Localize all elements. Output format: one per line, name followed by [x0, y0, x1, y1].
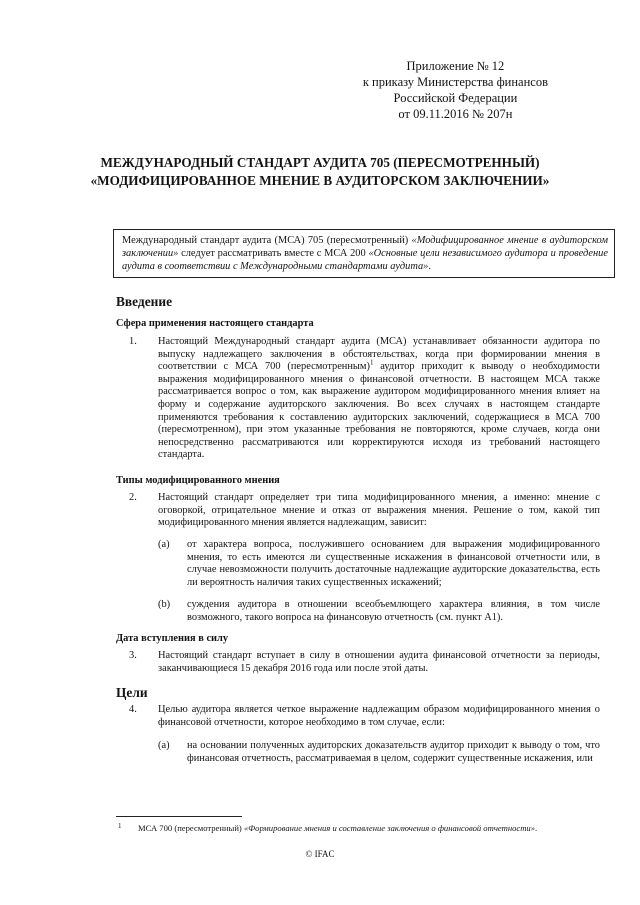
copyright-footer: © IFAC — [305, 849, 335, 859]
paragraph-4a: на основании полученных аудиторских доказательств аудитор приходит к выводу о том, что финансовая отчетность, рассматриваемая в целом, содержит существенные искажения, или — [187, 740, 600, 764]
heading-types: Типы модифицированного мнения — [116, 475, 280, 486]
note-text-5: . — [428, 261, 431, 272]
paragraph-2b: суждения аудитора в отношении всеобъемлющего характера влияния, в том числе возможного, такого вопроса на финансовую отчетность (см. пункт А1). — [187, 599, 600, 623]
paragraph-1 — [158, 336, 600, 462]
appendix-line-4: от 09.11.2016 № 207н — [398, 107, 513, 121]
paragraph-2: Настоящий стандарт определяет три типа модифицированного мнения, а именно: мнение с оговоркой, отрицательное мнение и отказ от выражения мнения. Решение о том, какой тип модифицированного мнения является надлежащим, зависит: — [158, 492, 600, 529]
paragraph-2-number: 2. — [129, 492, 137, 503]
appendix-line-2: к приказу Министерства финансов — [362, 75, 548, 89]
paragraph-2b-label: (b) — [158, 599, 171, 610]
footnote-text — [138, 823, 537, 833]
paragraph-4: Целью аудитора является четкое выражение надлежащим образом модифицированного мнения о финансовой отчетности, которое необходимо в том случае, если: — [158, 704, 600, 728]
heading-introduction: Введение — [116, 294, 173, 309]
paragraph-4a-label: (a) — [158, 740, 170, 751]
paragraph-4-number: 4. — [129, 704, 137, 715]
paragraph-3: Настоящий стандарт вступает в силу в отношении аудита финансовой отчетности за периоды, заканчивающиеся 15 декабря 2016 года или после этой даты. — [158, 650, 600, 674]
heading-effective-date: Дата вступления в силу — [116, 633, 229, 644]
paragraph-2a: от характера вопроса, послужившего основанием для выражения модифицированного мнения, то есть имеются ли существенные искажения в финансовой отчетности или, в случае невозможности получить достаточные надлежащие аудиторские доказательства, есть ли вероятность наличия таких существенных искажений; — [187, 539, 600, 588]
appendix-line-1: Приложение № 12 — [406, 59, 505, 73]
footnote-text-plain: МСА 700 (пересмотренный) — [138, 823, 244, 833]
paragraph-1-number: 1. — [129, 336, 137, 347]
appendix-line-3: Российской Федерации — [393, 91, 518, 105]
paragraph-1-text-b: аудитор приходит к выводу о необходимости выражения модифицированного мнения о финансовой отчетности. В настоящем МСА также рассматривается вопрос о том, как выражение аудитором модифицированного мнения влияет на форму и содержание аудиторского заключения. Во всех случаях в настоящем стандарте применяются требования к составлению аудиторских заключений, содержащиеся в МСА 700 (пересмотренном), при этом указанные требования не повторяются, кроме случаев, когда они непосредственно рассматриваются или корректируются исходя из требований настоящего стандарта. — [158, 361, 600, 461]
footnote-ref-1: 1 — [369, 358, 374, 367]
footnote-text-end: . — [535, 823, 538, 833]
footnote-divider — [116, 816, 242, 817]
footnote-text-italic: «Формирование мнения и составление заключения о финансовой отчетности» — [243, 823, 535, 833]
title-line-1: МЕЖДУНАРОДНЫЙ СТАНДАРТ АУДИТА 705 (ПЕРЕСМОТРЕННЫЙ) — [100, 155, 540, 170]
title-line-2: «МОДИФИЦИРОВАННОЕ МНЕНИЕ В АУДИТОРСКОМ ЗАКЛЮЧЕНИИ» — [90, 173, 550, 188]
note-text-3: следует рассматривать вместе с МСА 200 — [178, 248, 369, 259]
appendix-header — [363, 58, 548, 122]
heading-objectives: Цели — [116, 685, 148, 700]
intro-note-box — [113, 229, 615, 278]
document-title — [60, 154, 580, 190]
heading-scope: Сфера применения настоящего стандарта — [116, 318, 314, 329]
paragraph-3-number: 3. — [129, 650, 137, 661]
note-text-4: «Основные цели независимого аудитора и проведение аудита в соответствии с Международными стандартами аудита» — [122, 248, 608, 272]
footnote-number: 1 — [118, 822, 122, 830]
note-text-2: «Модифицированное мнение в аудиторском заключении» — [122, 235, 608, 259]
paragraph-1-text-a: Настоящий Международный стандарт аудита (МСА) устанавливает обязанности аудитора по выпуску надлежащего заключения в обстоятельствах, когда при формировании мнения в соответствии с МСА 700 (пересмотренным) — [158, 336, 600, 373]
note-text-1: Международный стандарт аудита (МСА) 705 (пересмотренный) — [122, 235, 412, 246]
paragraph-2a-label: (a) — [158, 539, 170, 550]
